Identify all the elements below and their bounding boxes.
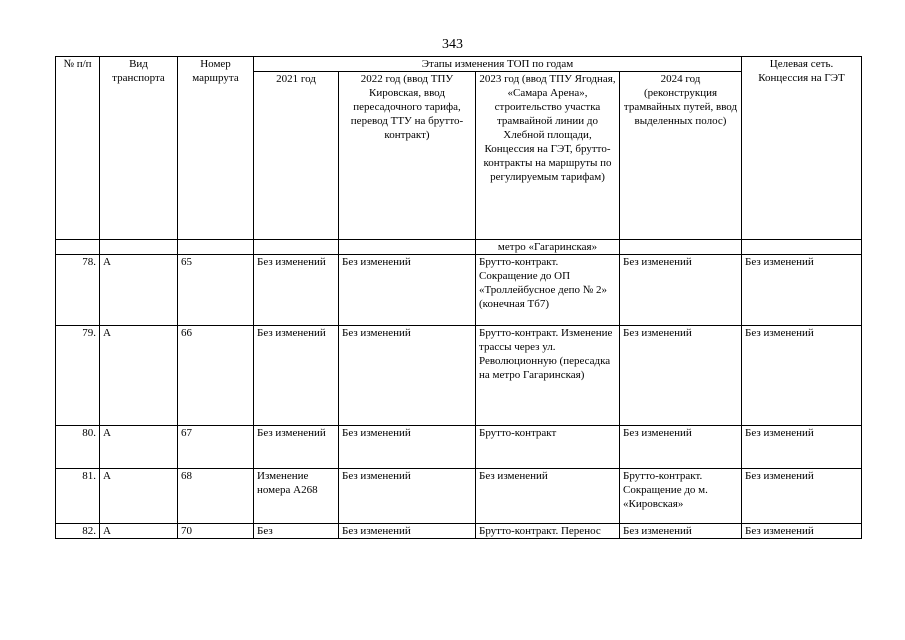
row-2022: Без изменений	[339, 469, 476, 524]
row-2023: Брутто-контракт. Сокращение до ОП «Троллейбусное депо № 2» (конечная Тб7)	[476, 255, 620, 326]
header-2023: 2023 год (ввод ТПУ Ягодная, «Самара Арена», строительство участка трамвайной линии до Хлебной площади, Концессия на ГЭТ, брутто-контракты на маршруты по регулируемым тарифам)	[476, 72, 620, 240]
row-transport-type: А	[100, 326, 178, 426]
row-2022: Без изменений	[339, 426, 476, 469]
row-transport-type: А	[100, 469, 178, 524]
row-2024: Без изменений	[620, 524, 742, 539]
row-num: 81.	[56, 469, 100, 524]
continuation-2023: метро «Гагаринская»	[476, 240, 620, 255]
header-2022: 2022 год (ввод ТПУ Кировская, ввод пересадочного тарифа, перевод ТТУ на брутто-контракт)	[339, 72, 476, 240]
row-2021: Без изменений	[254, 326, 339, 426]
row-2021: Без	[254, 524, 339, 539]
row-2023: Брутто-контракт. Изменение трассы через ул. Революционную (пересадка на метро Гагаринская)	[476, 326, 620, 426]
row-2024: Без изменений	[620, 326, 742, 426]
table-header-row-1	[56, 57, 862, 72]
header-stages: Этапы изменения ТОП по годам	[254, 57, 742, 72]
header-target-network: Целевая сеть. Концессия на ГЭТ	[742, 57, 862, 240]
row-target: Без изменений	[742, 326, 862, 426]
row-transport-type: А	[100, 426, 178, 469]
row-2021: Без изменений	[254, 255, 339, 326]
header-2021: 2021 год	[254, 72, 339, 240]
table-row	[56, 469, 862, 524]
row-2024: Без изменений	[620, 426, 742, 469]
header-route-number: Номер маршрута	[178, 57, 254, 240]
row-2022: Без изменений	[339, 326, 476, 426]
row-transport-type: А	[100, 255, 178, 326]
table-row	[56, 255, 862, 326]
row-2022: Без изменений	[339, 255, 476, 326]
row-route-number: 67	[178, 426, 254, 469]
row-num: 82.	[56, 524, 100, 539]
table-row	[56, 524, 862, 539]
row-num: 79.	[56, 326, 100, 426]
row-num: 80.	[56, 426, 100, 469]
continuation-row	[56, 240, 862, 255]
row-target: Без изменений	[742, 255, 862, 326]
row-target: Без изменений	[742, 426, 862, 469]
header-2024: 2024 год (реконструкция трамвайных путей, ввод выделенных полос)	[620, 72, 742, 240]
table-row	[56, 326, 862, 426]
row-2024: Брутто-контракт. Сокращение до м. «Кировская»	[620, 469, 742, 524]
row-num: 78.	[56, 255, 100, 326]
page-number: 343	[442, 37, 463, 52]
row-2023: Без изменений	[476, 469, 620, 524]
header-num: № п/п	[56, 57, 100, 240]
row-2021: Без изменений	[254, 426, 339, 469]
row-2022: Без изменений	[339, 524, 476, 539]
row-route-number: 66	[178, 326, 254, 426]
row-route-number: 70	[178, 524, 254, 539]
row-2023: Брутто-контракт	[476, 426, 620, 469]
table-row	[56, 426, 862, 469]
row-route-number: 65	[178, 255, 254, 326]
row-2024: Без изменений	[620, 255, 742, 326]
routes-table	[55, 56, 862, 539]
row-route-number: 68	[178, 469, 254, 524]
row-target: Без изменений	[742, 524, 862, 539]
row-2023: Брутто-контракт. Перенос	[476, 524, 620, 539]
row-target: Без изменений	[742, 469, 862, 524]
row-transport-type: А	[100, 524, 178, 539]
row-2021: Изменение номера А268	[254, 469, 339, 524]
header-transport-type: Вид транспорта	[100, 57, 178, 240]
